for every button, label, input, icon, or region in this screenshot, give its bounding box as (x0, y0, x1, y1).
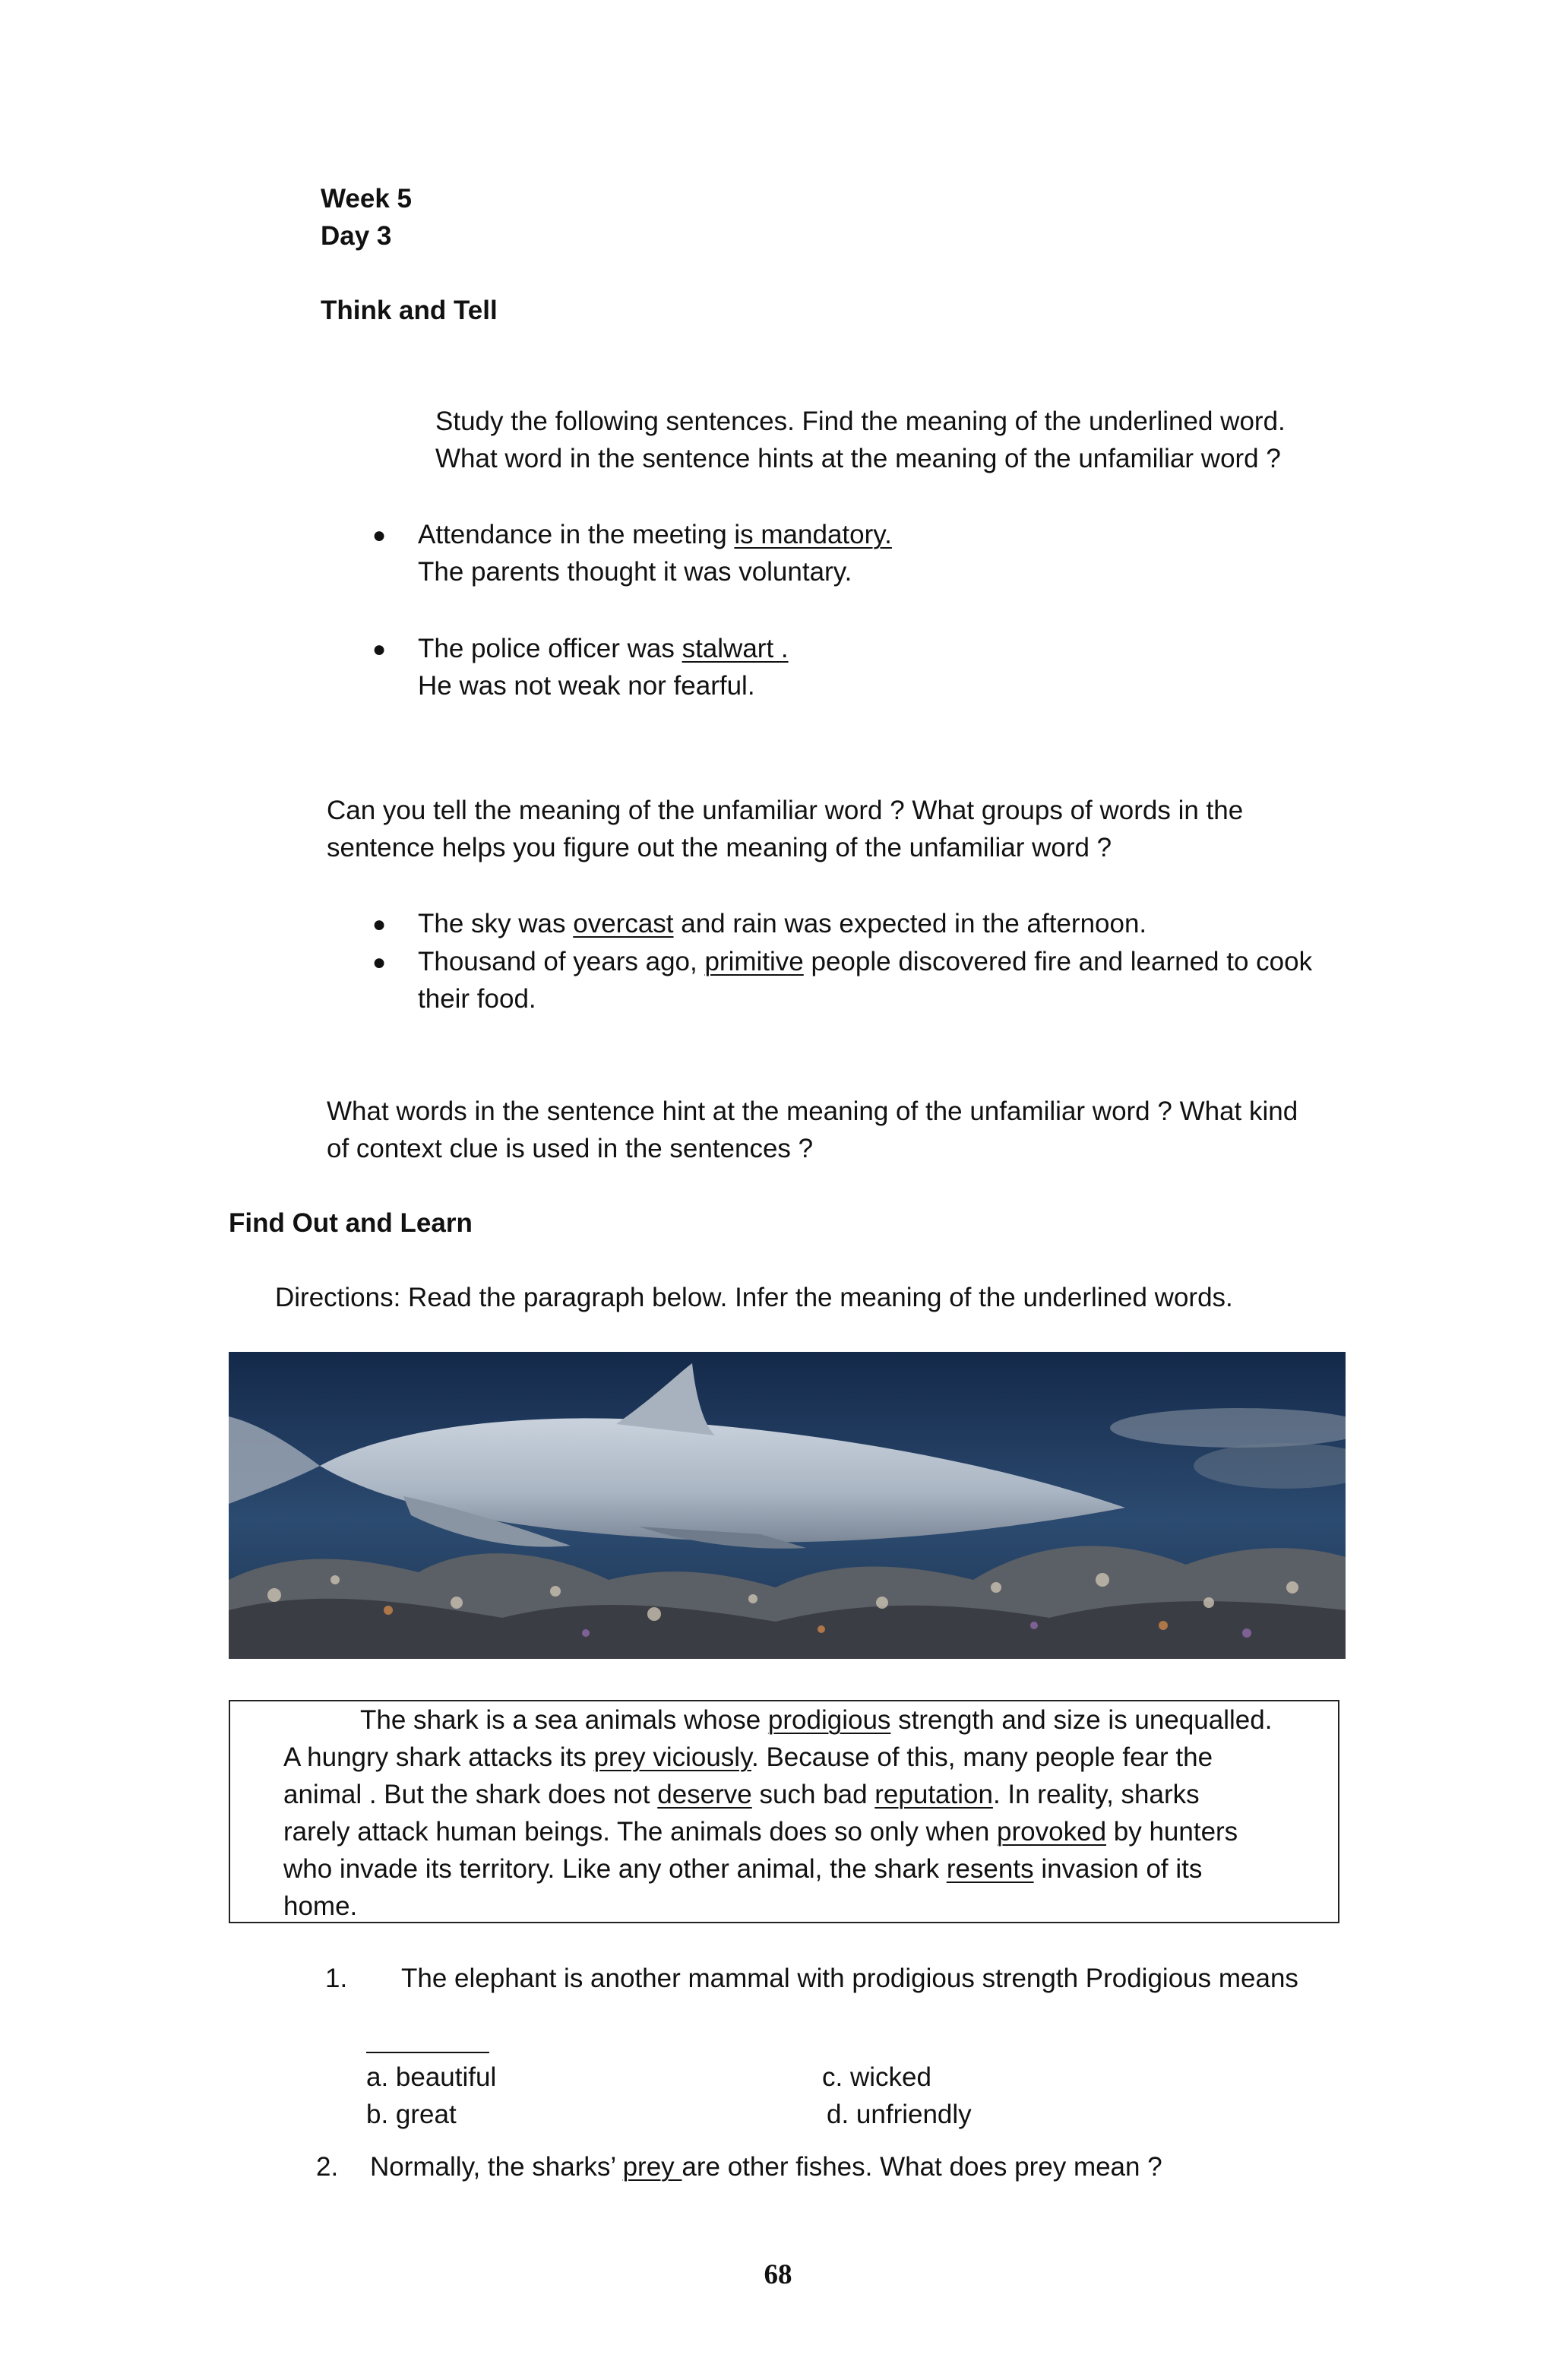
q1-option-c: c. wicked (822, 2062, 931, 2092)
list-item-line-2: The parents thought it was voluntary. (418, 557, 852, 587)
q2-text: Normally, the sharks’ prey are other fishes. What does prey mean ? (370, 2152, 1162, 2182)
bullet-icon: ● (372, 950, 387, 975)
q1-number: 1. (325, 1964, 348, 1993)
paragraph-line: animal . But the shark does not deserve such bad reputation. In reality, sharks (283, 1780, 1200, 1809)
q2-number: 2. (316, 2152, 339, 2182)
paragraph-box (229, 1700, 1339, 1923)
week-label: Week 5 (321, 184, 412, 214)
question-line-1: Can you tell the meaning of the unfamiliar word ? What groups of words in the (327, 796, 1244, 825)
paragraph-line: The shark is a sea animals whose prodigious strength and size is unequalled. (360, 1705, 1273, 1735)
paragraph-line: home. (283, 1891, 358, 1921)
question-2-line-1: What words in the sentence hint at the meaning of the unfamiliar word ? What kind (327, 1097, 1298, 1126)
bullet-icon: ● (372, 912, 387, 937)
bullet-icon: ● (372, 523, 387, 548)
list-item: Thousand of years ago, primitive people discovered fire and learned to cook (418, 947, 1313, 976)
list-item-line-2: their food. (418, 984, 536, 1014)
question-line-2: sentence helps you figure out the meaning of the unfamiliar word ? (327, 833, 1112, 862)
q1-option-a: a. beautiful (366, 2062, 497, 2092)
instruction-line-2: What word in the sentence hints at the meaning of the unfamiliar word ? (435, 444, 1281, 473)
section-title-find-out: Find Out and Learn (229, 1208, 473, 1238)
page-number: 68 (764, 2259, 792, 2290)
paragraph-line: A hungry shark attacks its prey viciously. Because of this, many people fear the (283, 1742, 1213, 1772)
question-2-line-2: of context clue is used in the sentences ? (327, 1134, 814, 1163)
paragraph-line: who invade its territory. Like any other animal, the shark resents invasion of its (283, 1854, 1203, 1884)
list-item: The sky was overcast and rain was expected in the afternoon. (418, 909, 1147, 938)
instruction-line-1: Study the following sentences. Find the meaning of the underlined word. (435, 407, 1286, 436)
list-item: The police officer was stalwart . (418, 634, 789, 663)
list-item-line-2: He was not weak nor fearful. (418, 671, 755, 701)
bullet-icon: ● (372, 637, 387, 662)
list-item: Attendance in the meeting is mandatory. (418, 520, 892, 549)
directions: Directions: Read the paragraph below. Infer the meaning of the underlined words. (275, 1283, 1233, 1312)
day-label: Day 3 (321, 221, 392, 251)
section-title-think-and-tell: Think and Tell (321, 296, 498, 325)
answer-blank (366, 2052, 489, 2053)
q1-option-d: d. unfriendly (827, 2100, 972, 2129)
shark-photo (229, 1352, 1346, 1659)
q1-text: The elephant is another mammal with prodigious strength Prodigious means (401, 1964, 1298, 1993)
paragraph-line: rarely attack human beings. The animals does so only when provoked by hunters (283, 1817, 1238, 1847)
q1-option-b: b. great (366, 2100, 457, 2129)
